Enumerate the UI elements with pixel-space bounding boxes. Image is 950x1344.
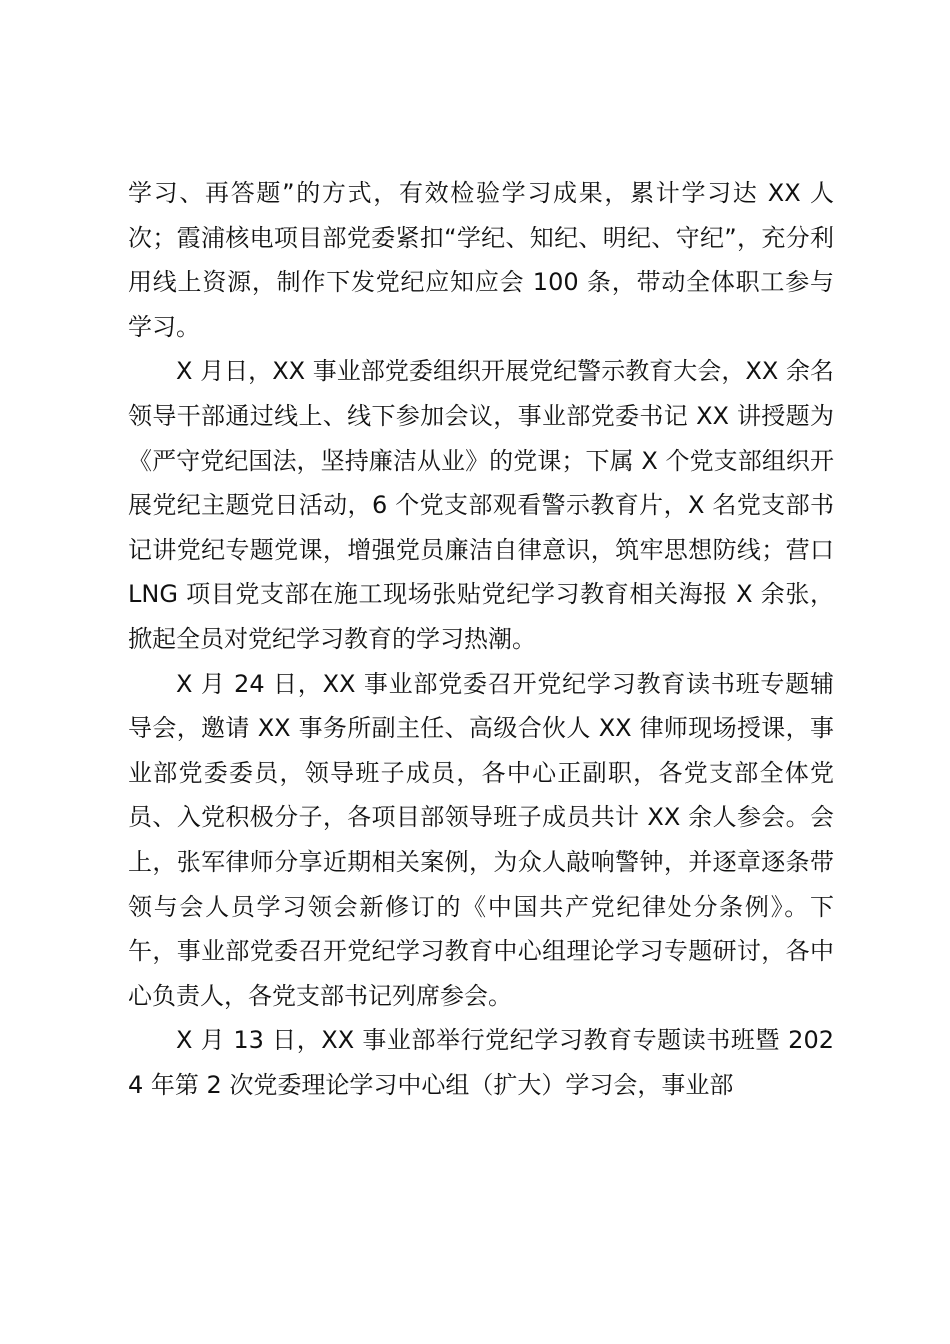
- paragraph-reading-class: X 月 24 日，XX 事业部党委召开党纪学习教育读书班专题辅导会，邀请 XX 事务所副主任、高级合伙人 XX 律师现场授课，事业部党委委员，领导班子成员，各中心正副职，各党支部全体党员、入党积极分子，各项目部领导班子成员共计 XX 余人参会。会上，张军律师分享近期相关案例，为众人敲响警钟，并逐章逐条带领与会人员学习领会新修订的《中国共产党纪律处分条例》。下午，事业部党委召开党纪学习教育中心组理论学习专题研讨，各中心负责人，各党支部书记列席参会。: [128, 669, 834, 1010]
- paragraph-warning-education: X 月日，XX 事业部党委组织开展党纪警示教育大会，XX 余名领导干部通过线上、线下参加会议，事业部党委书记 XX 讲授题为《严守党纪国法，坚持廉洁从业》的党课；下属 X 个党支部组织开展党纪主题党日活动，6 个党支部观看警示教育片，X 名党支部书记讲党纪专题党课，增强党员廉洁自律意识，筑牢思想防线；营口 LNG 项目党支部在施工现场张贴党纪学习教育相关海报 X 余张，掀起全员对党纪学习教育的学习热潮。: [128, 357, 834, 653]
- paragraph-continuation: 学习、再答题”的方式，有效检验学习成果，累计学习达 XX 人次；霞浦核电项目部党委紧扣“学纪、知纪、明纪、守纪”，充分利用线上资源，制作下发党纪应知应会 100 条，带动全体职工参与学习。: [128, 179, 834, 341]
- paragraph-study-meeting: X 月 13 日，XX 事业部举行党纪学习教育专题读书班暨 2024 年第 2 次党委理论学习中心组（扩大）学习会，事业部: [128, 1026, 834, 1099]
- document-page: [128, 171, 834, 1107]
